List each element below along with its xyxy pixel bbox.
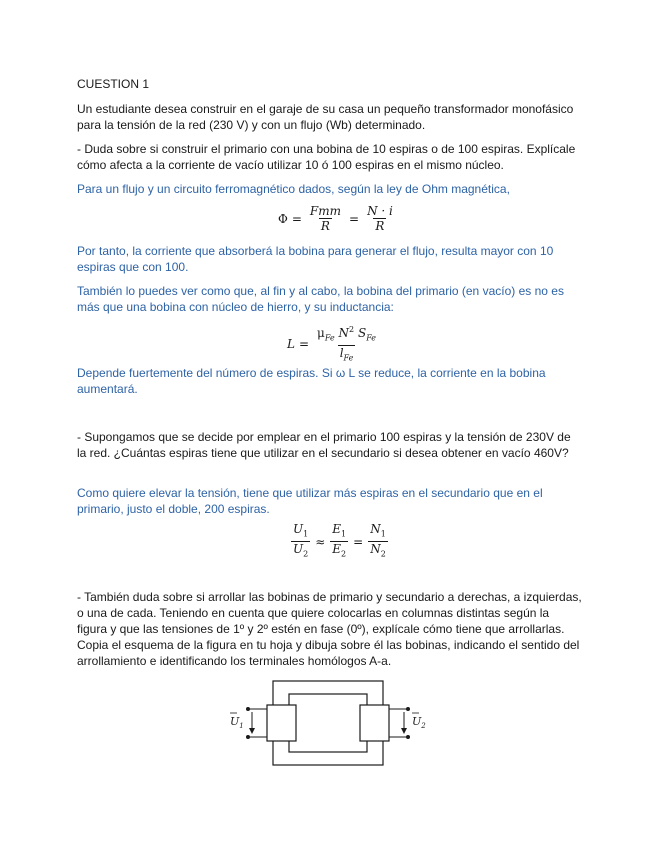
eq3-e-num — [330, 522, 348, 541]
eq3-n1-letter: N — [370, 522, 381, 536]
eq2-numerator — [315, 323, 378, 345]
eq3-fraction-n — [368, 522, 388, 562]
v2-label-letter: U — [412, 715, 422, 728]
eq3-u-den — [291, 541, 310, 561]
eq3-e-den — [330, 541, 348, 561]
answer-2: Como quiere elevar la tensión, tiene que utilizar más espiras en el secundario que en el primario, justo el doble, 200 espiras. — [77, 486, 543, 516]
secondary-coil — [360, 705, 389, 741]
eq2-s: S — [357, 326, 367, 340]
v1-label-letter: U — [230, 715, 240, 728]
question-1: - Duda sobre si construir el primario con una bobina de 10 espiras o de 100 espiras. Explícale cómo afecta a la corriente de vacío utilizar 10 ó 100 espiras en el mismo núcleo. — [77, 142, 576, 172]
eq1-equals: = — [291, 212, 302, 226]
eq3-u-num — [291, 522, 310, 541]
eq1-fraction-fmm — [308, 204, 343, 234]
answer-1-inductance: También lo puedes ver como que, al fin y al cabo, la bobina del primario (en vacío) es no es más que una bobina con núcleo de hierro, y su inductancia: — [77, 284, 564, 314]
v1-label-sub: 1 — [239, 722, 244, 730]
eq2-equals: = — [298, 337, 310, 352]
eq1-ni: N · i — [367, 204, 393, 218]
eq3-n2-letter: N — [370, 542, 381, 557]
eq1-fraction-ni — [365, 204, 395, 234]
eq2-l: L — [287, 337, 295, 352]
eq1-phi: Φ — [278, 212, 288, 226]
equation-transformer-ratio — [289, 522, 390, 562]
eq3-u2-sub: 2 — [303, 549, 309, 559]
question-2: - Supongamos que se decide por emplear en el primario 100 espiras y la tensión de 230V de la red. ¿Cuántas espiras tiene que utilizar en el secundario si desea obtener en vacío 460V? — [77, 430, 571, 460]
eq3-fraction-e — [330, 522, 348, 562]
eq1-r: R — [320, 219, 330, 233]
eq3-n1-sub: 1 — [380, 529, 386, 539]
eq1-equals-2: = — [349, 212, 360, 226]
eq1-r2: R — [375, 219, 385, 233]
equation-inductance — [287, 323, 380, 366]
primary-coil — [267, 705, 296, 741]
eq3-n-num — [368, 522, 388, 541]
v2-label — [412, 715, 426, 730]
eq3-e1-letter: E — [332, 522, 342, 536]
eq3-e2-sub: 2 — [341, 549, 347, 559]
eq2-n: N — [338, 326, 350, 340]
eq2-s-sub: Fe — [366, 333, 377, 343]
eq2-mu-sub: Fe — [324, 333, 335, 343]
eq2-lfe: l — [339, 346, 344, 361]
primary-terminal-bottom — [246, 735, 250, 739]
v2-arrow-head — [401, 728, 407, 734]
answer-1-final: Depende fuertemente del número de espiras. Si ω L se reduce, la corriente en la bobina aumentará. — [77, 366, 546, 396]
eq3-e2-letter: E — [332, 542, 342, 557]
question-3: - También duda sobre si arrollar las bobinas de primario y secundario a derechas, a izquierdas, o una de cada. Teniendo en cuenta que quiere colocarlas en columnas distintas según la figura y que las tensiones de 1º y 2º estén en fase (0º), explícale cómo tiene que arrollarlas. Copia el esquema de la figura en tu hoja y dibuja sobre él las bobinas, indicando el sentido del arrollamiento e identificando los terminales homólogos A-a. — [77, 590, 582, 668]
secondary-terminal-bottom — [406, 735, 410, 739]
eq3-n2-sub: 2 — [380, 549, 386, 559]
eq2-mu: μ — [317, 326, 325, 340]
eq3-equals: = — [353, 534, 364, 549]
eq2-n-sup: 2 — [349, 325, 355, 334]
page-title: CUESTION 1 — [77, 77, 150, 91]
answer-1-conclusion: Por tanto, la corriente que absorberá la bobina para generar el flujo, resulta mayor con 10 espiras que con 100. — [77, 244, 554, 274]
secondary-terminal-top — [406, 707, 410, 711]
eq3-e1-sub: 1 — [341, 529, 347, 539]
eq1-fmm: Fmm — [309, 204, 341, 218]
eq3-fraction-u — [291, 522, 310, 562]
intro-paragraph: Un estudiante desea construir en el garaje de su casa un pequeño transformador monofásico para la tensión de la red (230 V) y con un flujo (Wb) determinado. — [77, 102, 574, 132]
primary-terminal-top — [246, 707, 250, 711]
v1-label — [230, 715, 244, 730]
eq2-lfe-sub: Fe — [343, 353, 354, 363]
eq2-denominator — [338, 345, 356, 365]
core-window — [289, 694, 367, 752]
eq3-u1-letter: U — [293, 522, 304, 536]
eq3-u2-letter: U — [293, 542, 304, 557]
eq2-fraction — [315, 323, 378, 366]
transformer-core-figure — [228, 679, 428, 769]
equation-magnetic-ohm — [278, 204, 397, 234]
v2-label-sub: 2 — [421, 722, 426, 730]
eq3-n-den — [368, 541, 388, 561]
answer-1-intro: Para un flujo y un circuito ferromagnético dados, según la ley de Ohm magnética, — [77, 182, 510, 196]
eq3-u1-sub: 1 — [303, 529, 309, 539]
v1-arrow-head — [249, 728, 255, 734]
eq3-approx: ≈ — [315, 534, 326, 549]
